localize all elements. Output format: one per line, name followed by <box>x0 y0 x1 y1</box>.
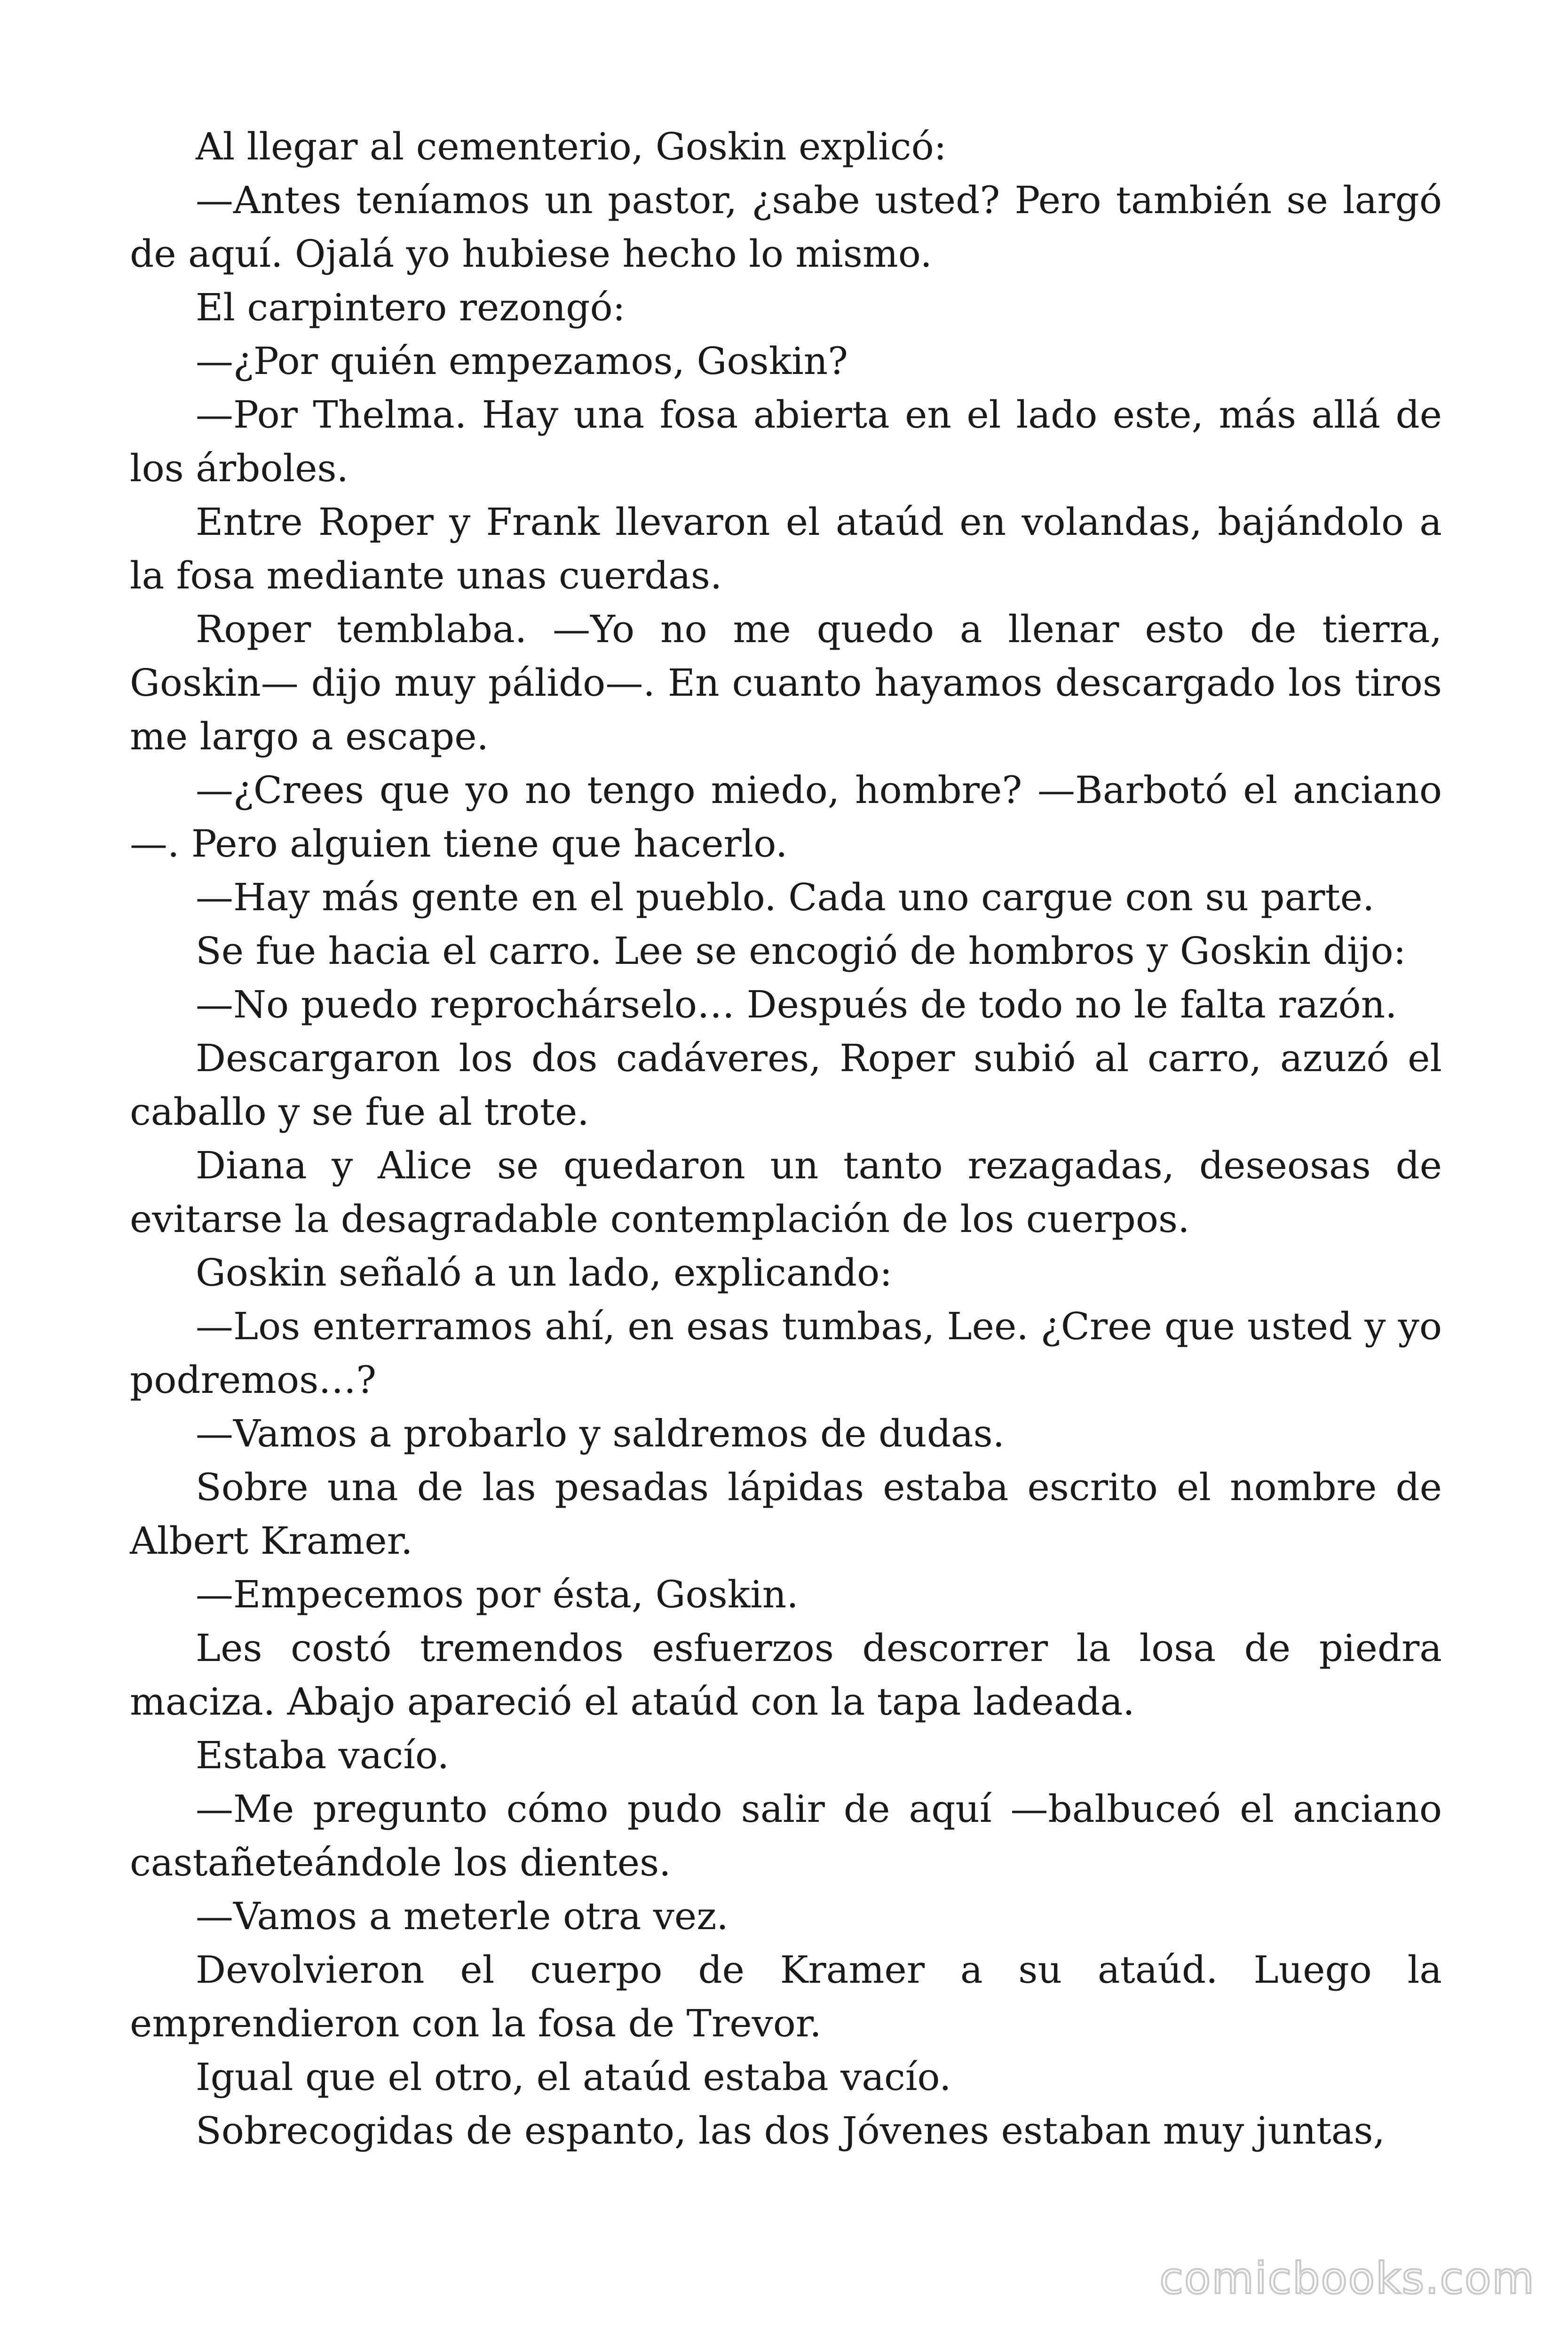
paragraph: —Vamos a probarlo y saldremos de dudas. <box>196 1412 1005 1455</box>
paragraph: —Los enterramos ahí, en esas tumbas, Lee. ¿Cree que usted y yo podremos…? <box>130 1304 1442 1402</box>
body-text <box>130 120 1442 2158</box>
paragraph: —¿Por quién empezamos, Goskin? <box>196 339 848 383</box>
paragraph: —Antes teníamos un pastor, ¿sabe usted? Pero también se largó de aquí. Ojalá yo hubiese hecho lo mismo. <box>130 178 1442 276</box>
paragraph: —¿Crees que yo no tengo miedo, hombre? —Barbotó el anciano —. Pero alguien tiene que hacerlo. <box>130 768 1442 866</box>
paragraph: Sobrecogidas de espanto, las dos Jóvenes estaban muy juntas, <box>196 2109 1385 2153</box>
paragraph: Diana y Alice se quedaron un tanto rezagadas, deseosas de evitarse la desagradable contemplación de los cuerpos. <box>130 1144 1442 1241</box>
watermark: comicbooks.com <box>1159 2253 1535 2304</box>
paragraph: Igual que el otro, el ataúd estaba vacío. <box>196 2055 951 2099</box>
paragraph: —No puedo reprochárselo… Después de todo no le falta razón. <box>196 983 1397 1026</box>
paragraph: Descargaron los dos cadáveres, Roper subió al carro, azuzó el caballo y se fue al trote. <box>130 1036 1442 1134</box>
paragraph: Goskin señaló a un lado, explicando: <box>196 1251 893 1295</box>
paragraph: —Empecemos por ésta, Goskin. <box>196 1573 799 1616</box>
paragraph: —Por Thelma. Hay una fosa abierta en el lado este, más allá de los árboles. <box>130 393 1442 490</box>
paragraph: —Me pregunto cómo pudo salir de aquí —balbuceó el anciano castañeteándole los dientes. <box>130 1787 1442 1884</box>
paragraph: Entre Roper y Frank llevaron el ataúd en volandas, bajándolo a la fosa mediante unas cuerdas. <box>130 500 1442 597</box>
paragraph: El carpintero rezongó: <box>196 286 626 329</box>
paragraph: Sobre una de las pesadas lápidas estaba escrito el nombre de Albert Kramer. <box>130 1465 1442 1563</box>
paragraph: Les costó tremendos esfuerzos descorrer la losa de piedra maciza. Abajo apareció el ataúd con la tapa ladeada. <box>130 1626 1442 1724</box>
paragraph: —Vamos a meterle otra vez. <box>196 1894 729 1938</box>
paragraph: Roper temblaba. —Yo no me quedo a llenar esto de tierra, Goskin— dijo muy pálido—. En cuanto hayamos descargado los tiros me largo a escape. <box>130 607 1442 758</box>
paragraph: —Hay más gente en el pueblo. Cada uno cargue con su parte. <box>196 875 1375 919</box>
paragraph: Devolvieron el cuerpo de Kramer a su ataúd. Luego la emprendieron con la fosa de Trevor. <box>130 1948 1442 2045</box>
paragraph: Estaba vacío. <box>196 1733 450 1777</box>
paragraph: Se fue hacia el carro. Lee se encogió de hombros y Goskin dijo: <box>196 929 1406 973</box>
paragraph: Al llegar al cementerio, Goskin explicó: <box>196 125 947 168</box>
